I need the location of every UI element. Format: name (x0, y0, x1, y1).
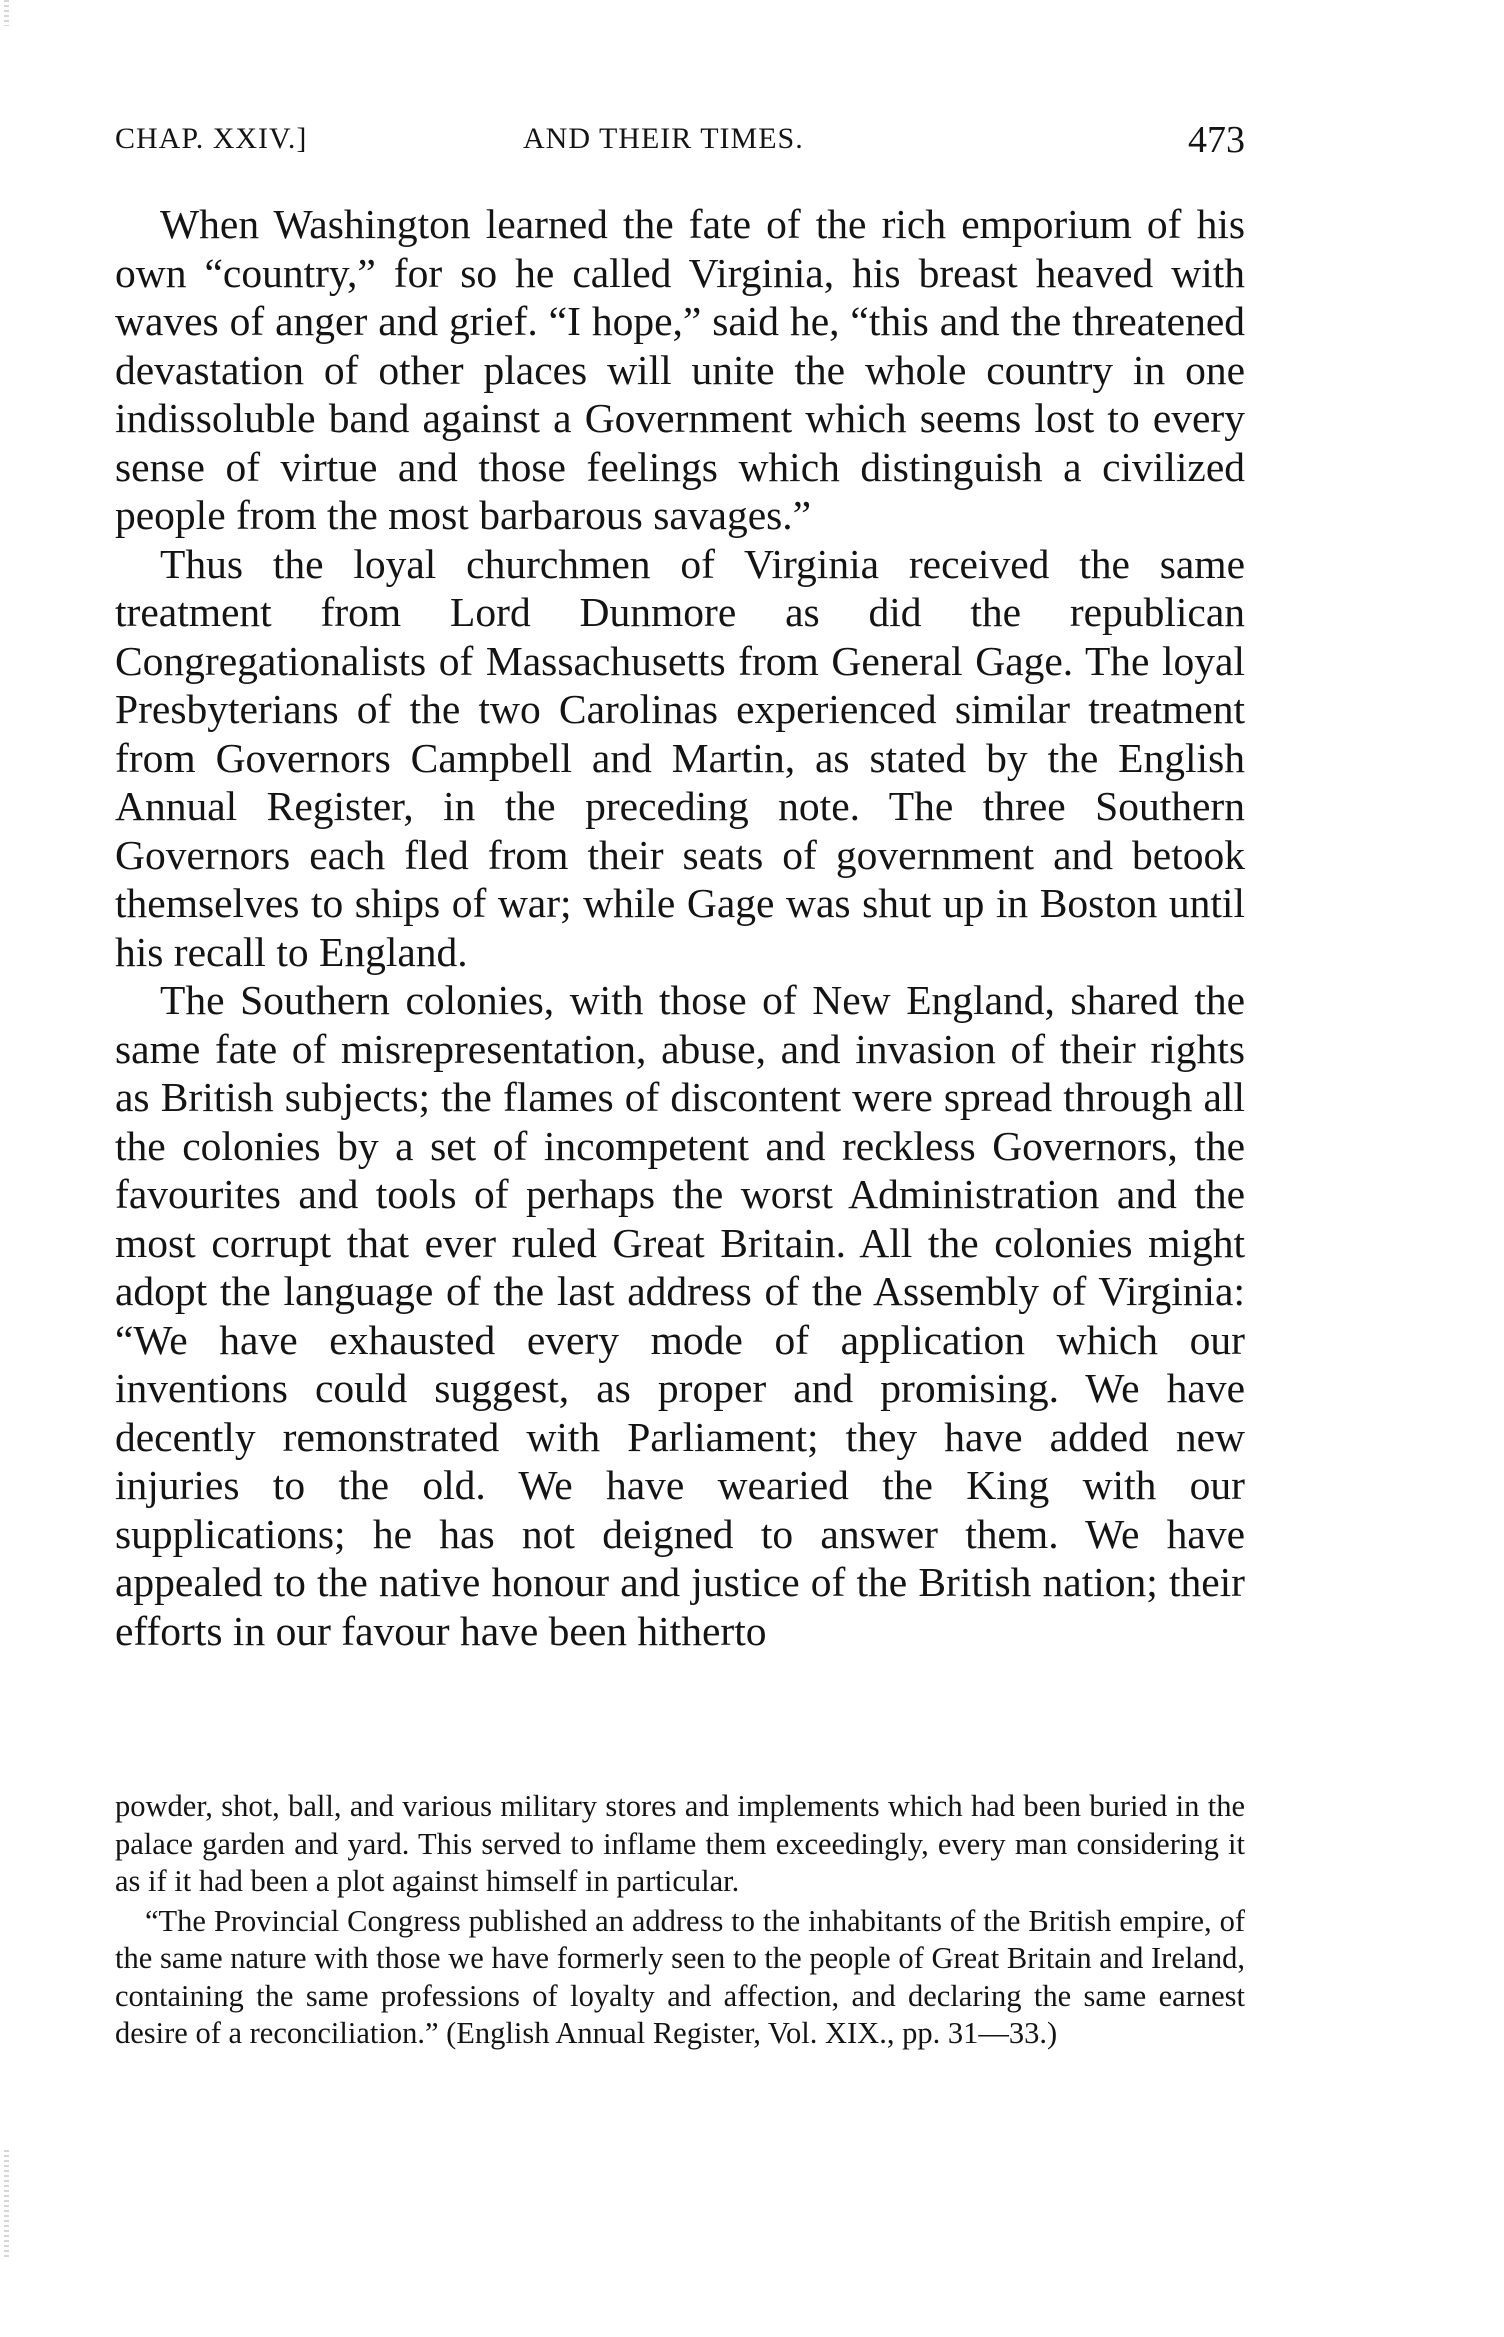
paragraph: Thus the loyal churchmen of Virginia received the same treatment from Lord Dunmore as did the republican Congregationalists of Massachusetts from General Gage. The loyal Presbyterians of the two Carolinas experienced similar treatment from Governors Campbell and Martin, as stated by the English Annual Register, in the preceding note. The three Southern Governors each fled from their seats of government and betook themselves to ships of war; while Gage was shut up in Boston until his recall to England. (115, 540, 1245, 975)
main-text (115, 200, 1245, 1655)
scan-edge-mark (4, 0, 9, 26)
footnote-quote: “The Provincial Congress published an address to the inhabitants of the British empire, of the same nature with those we have formerly seen to the people of Great Britain and Ireland, containing the same professions of loyalty and affection, and declaring the same earnest desire of a reconciliation.” (English Annual Register, Vol. XIX., pp. 31—33.) (115, 1903, 1245, 2050)
paragraph: When Washington learned the fate of the rich emporium of his own “country,” for so he called Virginia, his breast heaved with waves of anger and grief. “I hope,” said he, “this and the threatened devastation of other places will unite the whole country in one indissoluble band against a Government which seems lost to every sense of virtue and those feelings which distinguish a civilized people from the most barbarous savages.” (115, 201, 1245, 538)
paragraph: The Southern colonies, with those of New England, shared the same fate of misrepresentation, abuse, and invasion of their rights as British subjects; the flames of discontent were spread through all the colonies by a set of incompetent and reckless Governors, the favourites and tools of perhaps the worst Administration and the most corrupt that ever ruled Great Britain. All the colonies might adopt the language of the last address of the Assembly of Virginia: “We have exhausted every mode of application which our inventions could suggest, as proper and promising. We have decently remonstrated with Parliament; they have added new injuries to the old. We have wearied the King with our supplications; he has not deigned to answer them. We have appealed to the native honour and justice of the British nation; their efforts in our favour have been hitherto (115, 977, 1245, 1654)
footnote-continuation: powder, shot, ball, and various military stores and implements which had been buried in the palace garden and yard. This served to inflame them exceedingly, every man considering it as if it had been a plot against himself in particular. (115, 1789, 1245, 1898)
footnotes (115, 1788, 1245, 2053)
page-number: 473 (1188, 119, 1245, 161)
running-title: AND THEIR TIMES. (523, 122, 804, 155)
chapter-label: CHAP. XXIV.] (115, 122, 308, 155)
running-header (115, 119, 1245, 162)
scan-edge-mark (4, 2150, 9, 2260)
